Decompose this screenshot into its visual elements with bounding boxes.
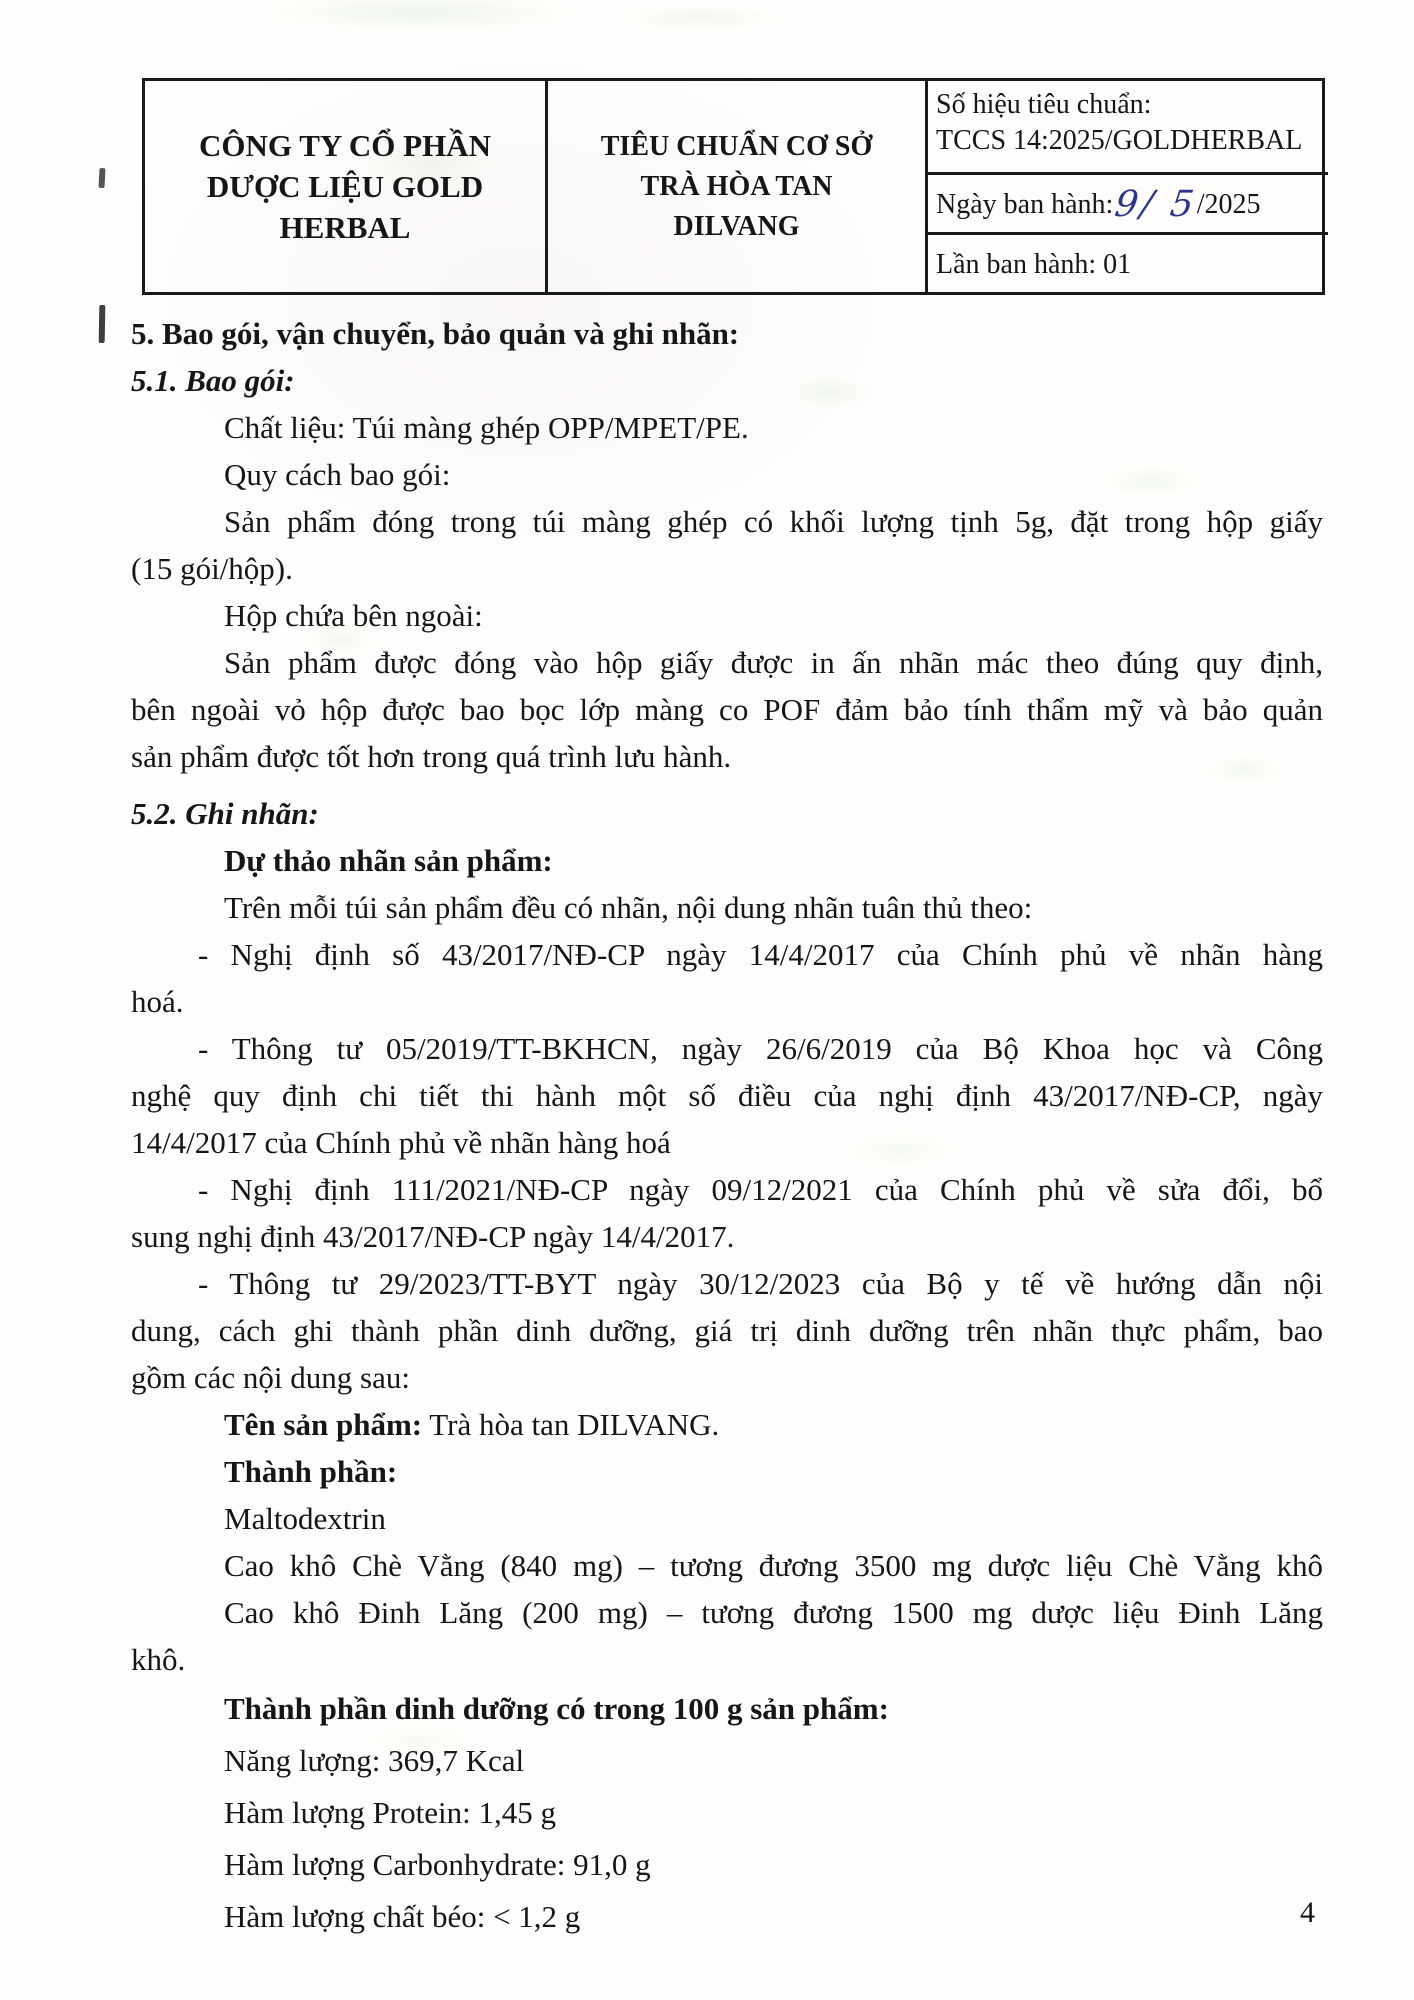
document-line: Sản phẩm được đóng vào hộp giấy được in ấn nhãn mác theo đúng quy định, [224,645,1323,680]
scan-artifact-mark [98,168,105,188]
document-line: (15 gói/hộp). [131,551,293,586]
issue-date-handwritten: 9/ 5 [1112,183,1200,225]
ingredient-item: Cao khô Đinh Lăng (200 mg) – tương đương 1500 mg dược liệu Đinh Lăng [224,1595,1323,1630]
regulation-item: - Thông tư 05/2019/TT-BKHCN, ngày 26/6/2019 của Bộ Khoa học và Công [198,1031,1323,1066]
product-title-line: DILVANG [673,210,800,242]
document-type-line: TIÊU CHUẨN CƠ SỞ [600,130,873,162]
document-line: Sản phẩm đóng trong túi màng ghép có khối lượng tịnh 5g, đặt trong hộp giấy [224,504,1323,539]
header-table [142,78,1325,295]
document-line: Trên mỗi túi sản phẩm đều có nhãn, nội dung nhãn tuân thủ theo: [224,890,1033,925]
issue-round-row [928,235,1328,292]
document-line: nghệ quy định chi tiết thi hành một số điều của nghị định 43/2017/NĐ-CP, ngày [131,1078,1323,1113]
product-title-line: TRÀ HÒA TAN [640,170,833,202]
document-line: sung nghị định 43/2017/NĐ-CP ngày 14/4/2017. [131,1219,735,1254]
issue-date-label: Ngày ban hành: [936,188,1114,220]
company-name-line: DƯỢC LIỆU GOLD [206,169,484,204]
nutrition-item: Năng lượng: 369,7 Kcal [224,1743,525,1778]
document-line: Hộp chứa bên ngoài: [224,598,483,633]
document-line: 14/4/2017 của Chính phủ về nhãn hàng hoá [131,1125,671,1160]
company-name-line: CÔNG TY CỔ PHẦN [199,128,491,163]
document-line: dung, cách ghi thành phần dinh dưỡng, giá trị dinh dưỡng trên nhãn thực phẩm, bao [131,1313,1323,1348]
ingredient-item: Maltodextrin [224,1501,386,1536]
regulation-item: - Thông tư 29/2023/TT-BYT ngày 30/12/2023 của Bộ y tế về hướng dẫn nội [198,1266,1323,1301]
document-line: hoá. [131,984,184,1019]
nutrition-item: Hàm lượng chất béo: < 1,2 g [224,1899,581,1934]
product-name-line [131,1401,1323,1448]
document-line: gồm các nội dung sau: [131,1360,410,1395]
ingredients-heading: Thành phần: [224,1454,398,1489]
scan-artifact-mark [99,305,106,343]
section-heading-5: 5. Bao gói, vận chuyển, bảo quản và ghi nhãn: [131,316,740,351]
standard-number-label: Số hiệu tiêu chuẩn: [936,89,1152,120]
product-name-value: Trà hòa tan DILVANG. [422,1407,720,1442]
label-draft-heading: Dự thảo nhãn sản phẩm: [224,843,553,878]
company-name-cell [145,81,548,292]
document-line: khô. [131,1642,186,1677]
document-title-cell [548,81,928,292]
company-name-line: HERBAL [279,210,411,245]
regulation-item: - Nghị định 111/2021/NĐ-CP ngày 09/12/2021 của Chính phủ về sửa đổi, bổ [198,1172,1323,1207]
document-line: Chất liệu: Túi màng ghép OPP/MPET/PE. [224,410,749,445]
standard-number-row [928,81,1328,175]
document-body [131,310,1323,1943]
issue-round-value: Lần ban hành: 01 [936,248,1132,280]
document-line: bên ngoài vỏ hộp được bao bọc lớp màng co POF đảm bảo tính thẩm mỹ và bảo quản [131,692,1323,727]
regulation-item: - Nghị định số 43/2017/NĐ-CP ngày 14/4/2017 của Chính phủ về nhãn hàng [198,937,1323,972]
nutrition-heading: Thành phần dinh dưỡng có trong 100 g sản phẩm: [224,1691,889,1726]
nutrition-item: Hàm lượng Protein: 1,45 g [224,1795,556,1830]
standard-info-cell [928,81,1328,292]
issue-date-row [928,175,1328,235]
subsection-heading-5-2: 5.2. Ghi nhãn: [131,796,319,831]
standard-number-value: TCCS 14:2025/GOLDHERBAL [936,125,1303,156]
subsection-heading-5-1: 5.1. Bao gói: [131,363,295,398]
issue-date-year: /2025 [1196,188,1261,220]
ingredient-item: Cao khô Chè Vằng (840 mg) – tương đương 3500 mg dược liệu Chè Vằng khô [224,1548,1323,1583]
document-line: Quy cách bao gói: [224,457,451,492]
nutrition-item: Hàm lượng Carbonhydrate: 91,0 g [224,1847,651,1882]
product-name-label: Tên sản phẩm: [224,1407,423,1442]
document-line: sản phẩm được tốt hơn trong quá trình lưu hành. [131,739,732,774]
page-number: 4 [1300,1896,1315,1929]
